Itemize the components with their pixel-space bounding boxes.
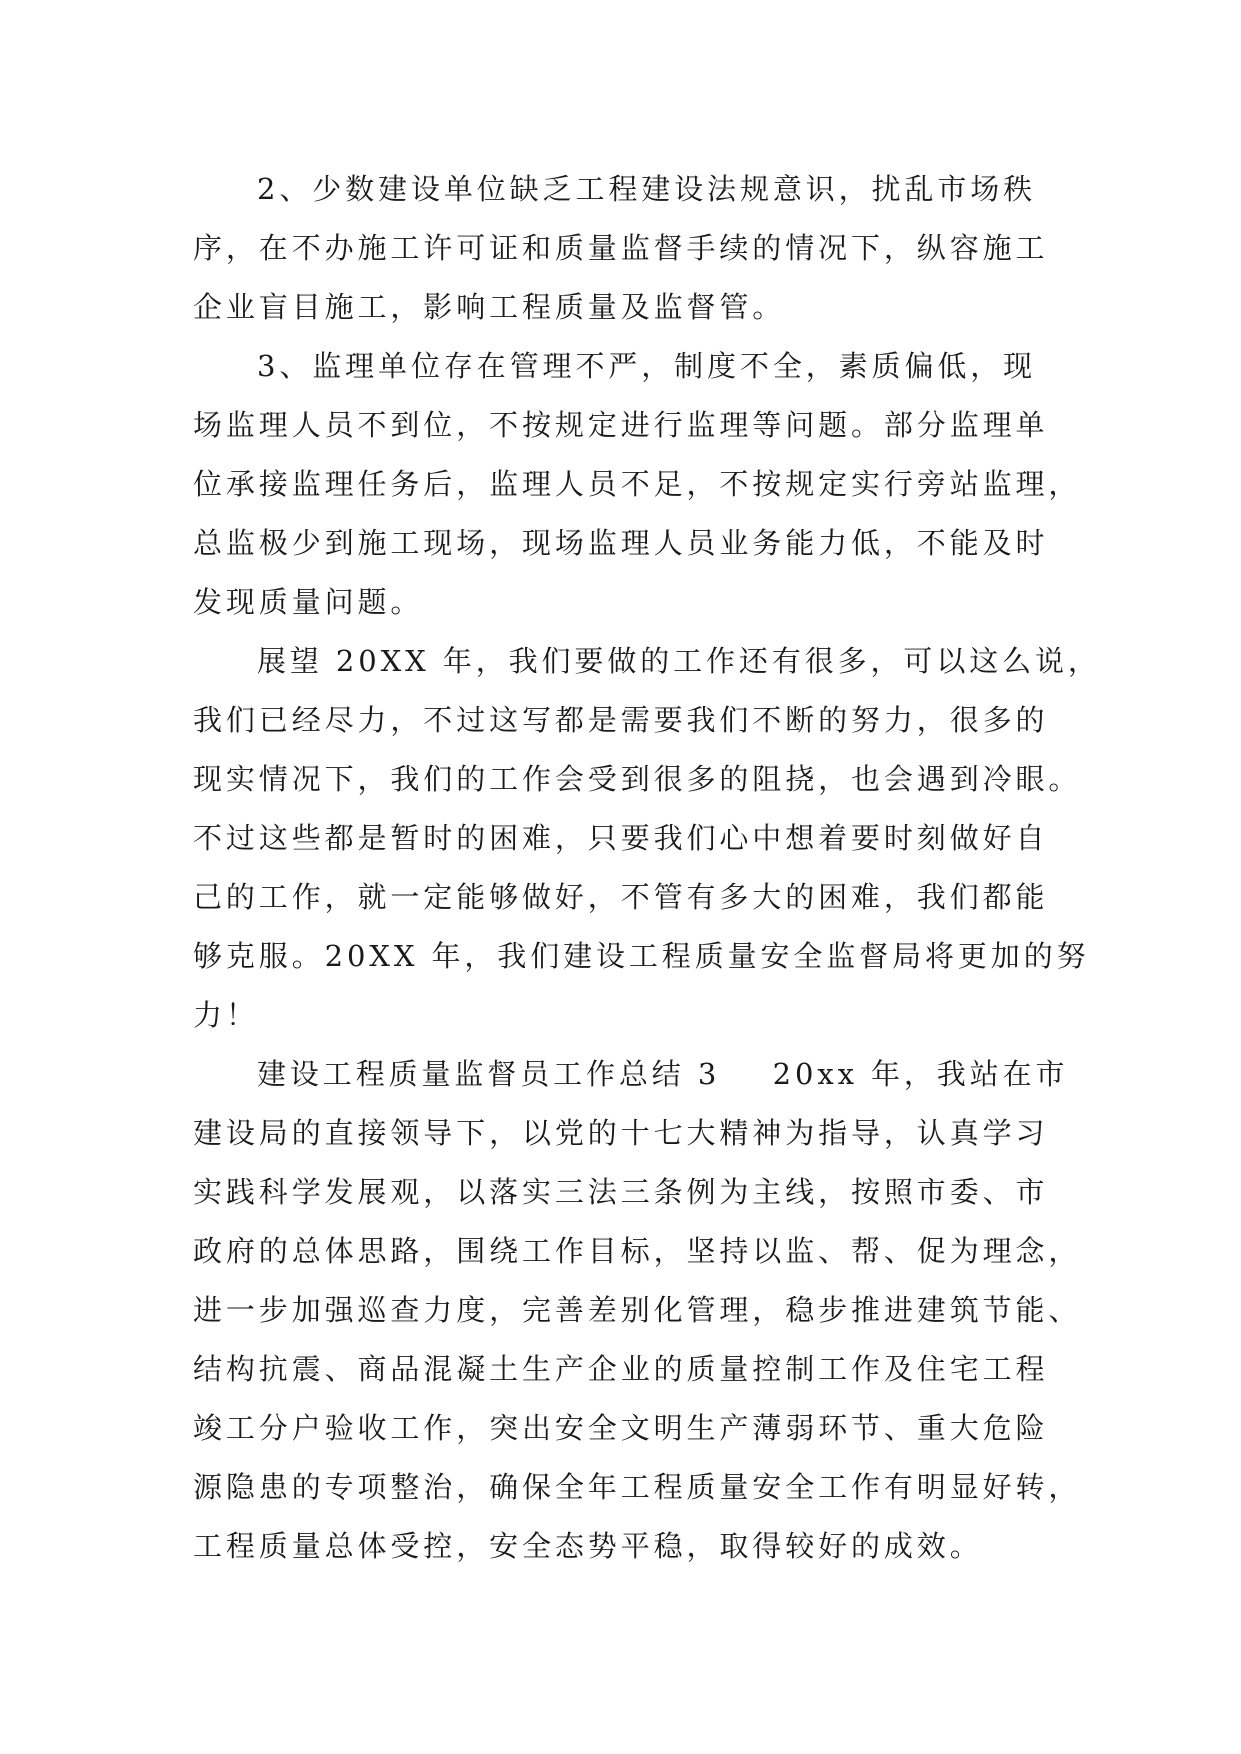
text-line: 建设工程质量监督员工作总结 3 20xx 年，我站在市 xyxy=(257,1057,1069,1091)
text-line: 场监理人员不到位，不按规定进行监理等问题。部分监理单 xyxy=(193,408,1049,442)
text-line: 现实情况下，我们的工作会受到很多的阻挠，也会遇到冷眼。 xyxy=(193,762,1082,796)
text-line: 展望 20XX 年，我们要做的工作还有很多，可以这么说， xyxy=(257,644,1101,678)
text-line: 发现质量问题。 xyxy=(193,585,424,619)
text-line: 3、监理单位存在管理不严，制度不全，素质偏低，现 xyxy=(257,349,1037,383)
text-line: 总监极少到施工现场，现场监理人员业务能力低，不能及时 xyxy=(193,526,1049,560)
text-line: 建设局的直接领导下，以党的十七大精神为指导，认真学习 xyxy=(193,1116,1049,1150)
text-line: 结构抗震、商品混凝土生产企业的质量控制工作及住宅工程 xyxy=(193,1352,1049,1386)
document-body xyxy=(193,160,1101,1576)
text-line: 己的工作，就一定能够做好，不管有多大的困难，我们都能 xyxy=(193,880,1049,914)
text-line: 实践科学发展观，以落实三法三条例为主线，按照市委、市 xyxy=(193,1175,1049,1209)
text-line: 企业盲目施工，影响工程质量及监督管。 xyxy=(193,290,786,324)
text-line: 工程质量总体受控，安全态势平稳，取得较好的成效。 xyxy=(193,1529,983,1563)
text-line: 源隐患的专项整治，确保全年工程质量安全工作有明显好转， xyxy=(193,1470,1082,1504)
text-line: 政府的总体思路，围绕工作目标，坚持以监、帮、促为理念， xyxy=(193,1234,1082,1268)
text-line: 位承接监理任务后，监理人员不足，不按规定实行旁站监理， xyxy=(193,467,1082,501)
text-line: 我们已经尽力，不过这写都是需要我们不断的努力，很多的 xyxy=(193,703,1049,737)
text-line: 够克服。20XX 年，我们建设工程质量安全监督局将更加的努 xyxy=(193,939,1090,973)
text-line: 力！ xyxy=(193,998,259,1032)
text-line: 竣工分户验收工作，突出安全文明生产薄弱环节、重大危险 xyxy=(193,1411,1049,1445)
text-line: 不过这些都是暂时的困难，只要我们心中想着要时刻做好自 xyxy=(193,821,1049,855)
text-line: 进一步加强巡查力度，完善差别化管理，稳步推进建筑节能、 xyxy=(193,1293,1082,1327)
text-line: 2、少数建设单位缺乏工程建设法规意识，扰乱市场秩 xyxy=(257,172,1037,206)
text-line: 序，在不办施工许可证和质量监督手续的情况下，纵容施工 xyxy=(193,231,1049,265)
